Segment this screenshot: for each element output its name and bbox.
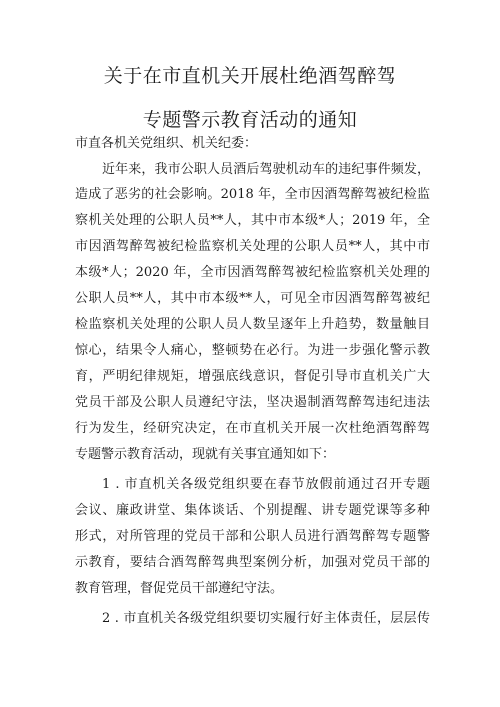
body-line: 教育管理，督促党员干部遵纪守法。 [75, 581, 284, 596]
body-line: 市因酒驾醉驾被纪检监察机关处理的公职人员**人，其中市 [75, 239, 430, 254]
body-line: 察机关处理的公职人员**人，其中市本级*人；2019 年，全 [75, 213, 430, 228]
salutation: 市直各机关党组织、机关纪委： [75, 136, 258, 151]
body-line: 形式，对所管理的党员干部和公职人员进行酒驾醉驾专题警 [75, 529, 430, 544]
body-line: 专题警示教育活动，现就有关事宜通知如下： [75, 447, 336, 462]
document-title-line2: 专题警示教育活动的通知 [142, 109, 358, 131]
body-line: 行为发生，经研究决定，在市直机关开展一次杜绝酒驾醉驾 [75, 421, 430, 436]
body-line: 造成了恶劣的社会影响。2018 年，全市因酒驾醉驾被纪检监 [75, 187, 430, 202]
body-line: 近年来，我市公职人员酒后驾驶机动车的违纪事件频发， [102, 162, 430, 177]
body-line: 检监察机关处理的公职人员人数呈逐年上升趋势，数量触目 [75, 317, 430, 332]
body-line: 党员干部及公职人员遵纪守法，坚决遏制酒驾醉驾违纪违法 [75, 395, 430, 410]
body-line: 本级*人；2020 年，全市因酒驾醉驾被纪检监察机关处理的 [75, 265, 430, 280]
body-line: 2 . 市直机关各级党组织要切实履行好主体责任，层层传 [102, 611, 430, 626]
body-line: 会议、廉政讲堂、集体谈话、个别提醒、讲专题党课等多种 [75, 503, 430, 518]
document-title-line1: 关于在市直机关开展杜绝酒驾醉驾 [103, 65, 397, 87]
body-line: 示教育，要结合酒驾醉驾典型案例分析，加强对党员干部的 [75, 555, 430, 570]
body-line: 育，严明纪律规矩，增强底线意识，督促引导市直机关广大 [75, 369, 430, 384]
body-line: 公职人员**人，其中市本级**人，可见全市因酒驾醉驾被纪 [75, 291, 430, 306]
body-line: 1 . 市直机关各级党组织要在春节放假前通过召开专题 [102, 477, 430, 492]
body-line: 惊心，结果令人痛心，整顿势在必行。为进一步强化警示教 [75, 343, 430, 358]
